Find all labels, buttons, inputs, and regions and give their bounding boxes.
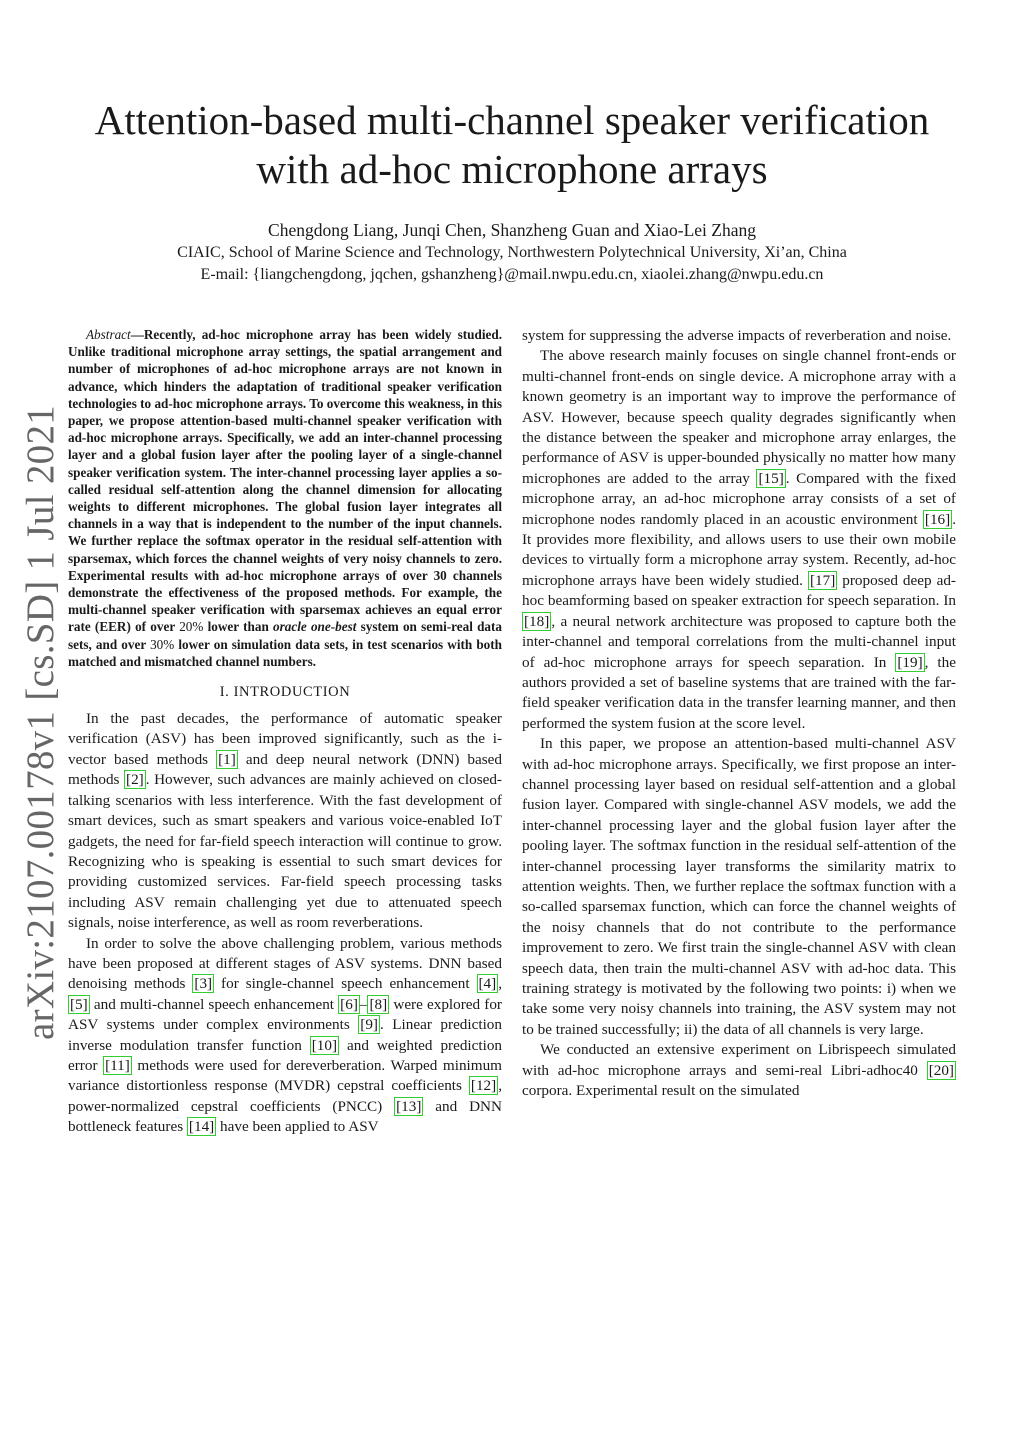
citation-link[interactable]: [9] <box>360 1016 378 1034</box>
citation-link[interactable]: [15] <box>758 469 784 487</box>
affiliation: CIAIC, School of Marine Science and Technology, Northwestern Polytechnical University, Xi’an, China <box>177 244 847 261</box>
text: , the authors provided a set of baseline systems that are trained with the far-field speaker verification data in the transfer learning manner, and then performed the system fusion at the score level. <box>522 653 956 732</box>
text: have been applied to ASV <box>216 1118 379 1136</box>
abstract <box>68 326 502 670</box>
text: , <box>498 975 503 993</box>
text: methods were used for dereverberation. Warped minimum variance distortionless response (MVDR) cepstral coefficients <box>68 1056 502 1095</box>
citation-link[interactable]: [19] <box>897 653 923 671</box>
citation-link[interactable]: [3] <box>194 975 213 993</box>
intro-paragraph-3: system for suppressing the adverse impacts of reverberation and noise. <box>522 327 952 344</box>
text: . It provides more flexibility, and allows users to use their own mobile devices to virtually form a microphone array system. Recently, ad-hoc microphone arrays have been widely studied. <box>522 510 956 589</box>
left-column <box>68 326 502 1138</box>
citation-link[interactable]: [5] <box>70 995 88 1013</box>
text: We conducted an extensive experiment on Librispeech simulated with ad-hoc microphone arrays and semi-real Libri-adhoc40 <box>522 1041 956 1079</box>
text: The above research mainly focuses on single channel front-ends or multi-channel front-ends on single device. A microphone array with a known geometry is an important way to improve the performance of ASV. However, because speech quality degrades significantly when the distance between the speaker and microphone array enlarges, the performance of ASV is upper-bounded physically no matter how many microphones are added to the array <box>522 347 956 487</box>
intro-paragraph-4 <box>522 346 956 734</box>
section-heading-introduction: I. INTRODUCTION <box>219 684 351 701</box>
citation-link[interactable]: [18] <box>524 612 550 630</box>
citation-link[interactable]: [12] <box>470 1077 497 1095</box>
abstract-text-2: lower than <box>203 619 274 635</box>
text: . Compared with the fixed microphone array, an ad-hoc microphone array consists of a set of microphone nodes randomly placed in an acoustic environment <box>522 469 957 528</box>
intro-paragraph-1 <box>68 709 502 933</box>
citation-link[interactable]: [11] <box>105 1056 130 1074</box>
citation-link[interactable]: [17] <box>809 571 836 589</box>
citation-link[interactable]: [16] <box>924 510 951 528</box>
intro-paragraph-2 <box>68 934 502 1138</box>
text: were explored for ASV systems under complex environments <box>68 995 502 1034</box>
abstract-label: Abstract <box>86 327 131 342</box>
text: proposed deep ad-hoc beamforming based on speaker extraction for speech separation. In <box>522 571 956 610</box>
abstract-pct-1: 20% <box>179 619 204 635</box>
title-line-2: with ad-hoc microphone arrays <box>256 146 768 192</box>
paper-title <box>60 96 964 194</box>
text: and DNN bottleneck features <box>68 1097 502 1136</box>
abstract-oracle: oracle one-best <box>273 619 357 635</box>
email: E-mail: {liangchengdong, jqchen, gshanzheng}@mail.nwpu.edu.cn, xiaolei.zhang@nwpu.edu.cn <box>200 266 824 283</box>
abstract-text-4: lower on simulation data sets, in test scenarios with both matched and mismatched channel numbers. <box>68 636 502 669</box>
citation-link[interactable]: [20] <box>928 1061 954 1079</box>
abstract-pct-2: 30% <box>150 636 175 652</box>
intro-paragraph-5: In this paper, we propose an attention-based multi-channel ASV with ad-hoc microphone arrays. Specifically, we first propose an inter-channel processing layer based on residual self-attention and a global fusion layer. Compared with single-channel ASV models, we add the inter-channel processing layer and the global fusion layer after the pooling layer. The softmax function in the residual self-attention of the inter-channel processing layer transforms the similarity matrix to attention weights. Then, we further replace the softmax function with a so-called sparsemax function, which can force the channel weights of the noisy channels that do not contribute to the performance improvement to zero. We first train the single-channel ASV with clean speech data, then train the multi-channel ASV with ad-hoc data. This training strategy is motivated by the following two points: i) when we take some very noisy channels into training, the ASV system may not to be trained successfully; ii) the data of all channels is very large. <box>522 735 956 1038</box>
right-column <box>522 326 956 1101</box>
citation-link[interactable]: [1] <box>218 750 236 768</box>
text: In order to solve the above challenging problem, various methods have been proposed at different stages of ASV systems. DNN based denoising methods <box>68 934 502 993</box>
text: . However, such advances are mainly achieved on closed-talking scenarios with less interference. With the fast development of smart devices, such as smart speakers and various voice-enabled IoT gadgets, the need for far-field speech interaction will continue to grow. Recognizing who is speaking is essential to such smart devices for providing customized services. Far-field speech processing tasks including ASV remain challenging yet due to attenuated speech signals, noise interference, as well as room reverberations. <box>68 771 502 932</box>
citation-link[interactable]: [2] <box>126 771 144 789</box>
intro-paragraph-6 <box>522 1040 956 1101</box>
abstract-text-3: system on semi-real data sets, and over <box>68 619 503 652</box>
text: , power-normalized cepstral coefficients (PNCC) <box>68 1077 502 1115</box>
citation-link[interactable]: [8] <box>369 995 388 1013</box>
citation-link[interactable]: [13] <box>396 1097 422 1115</box>
text: and weighted prediction error <box>68 1036 503 1074</box>
text: and multi-channel speech enhancement <box>89 995 339 1013</box>
text: . Linear prediction inverse modulation transfer function <box>68 1016 502 1054</box>
text: – <box>359 995 368 1013</box>
authors: Chengdong Liang, Junqi Chen, Shanzheng Guan and Xiao-Lei Zhang <box>268 220 756 240</box>
text: and deep neural network (DNN) based methods <box>68 750 502 789</box>
abstract-text-1: —Recently, ad-hoc microphone array has been widely studied. Unlike traditional microphone array settings, the spatial arrangement and number of microphones of ad-hoc microphone arrays are not known in advance, which hinders the adaptation of traditional speaker verification technologies to ad-hoc microphone arrays. To overcome this weakness, in this paper, we propose attention-based multi-channel speaker verification with ad-hoc microphone arrays. Specifically, we add an inter-channel processing layer and a global fusion layer after the pooling layer of a single-channel speaker verification system. The inter-channel processing layer applies a so-called residual self-attention along the channel dimension for allocating weights to different microphones. The global fusion layer integrates all channels in a way that is independent to the number of the input channels. We further replace the softmax operator in the residual self-attention with sparsemax, which forces the channel weights of very noisy channels to zero. Experimental results with ad-hoc microphone arrays of over 30 channels demonstrate the effectiveness of the proposed methods. For example, the multi-channel speaker verification with sparsemax achieves an equal error rate (EER) of over <box>68 327 502 635</box>
citation-link[interactable]: [10] <box>311 1036 338 1054</box>
text: corpora. Experimental result on the simulated <box>522 1082 800 1100</box>
title-line-1: Attention-based multi-channel speaker verification <box>94 97 930 143</box>
citation-link[interactable]: [4] <box>478 975 497 993</box>
text: In the past decades, the performance of automatic speaker verification (ASV) has been improved significantly, such as the i-vector based methods <box>68 710 502 768</box>
text: , a neural network architecture was proposed to capture both the inter-channel and temporal correlations from the multi-channel input of ad-hoc microphone arrays for speech separation. In <box>522 612 956 671</box>
citation-link[interactable]: [6] <box>340 995 358 1013</box>
text: for single-channel speech enhancement <box>214 975 477 993</box>
arxiv-identifier: arXiv:2107.00178v1 [cs.SD] 1 Jul 2021 <box>19 404 62 1040</box>
citation-link[interactable]: [14] <box>188 1118 215 1136</box>
